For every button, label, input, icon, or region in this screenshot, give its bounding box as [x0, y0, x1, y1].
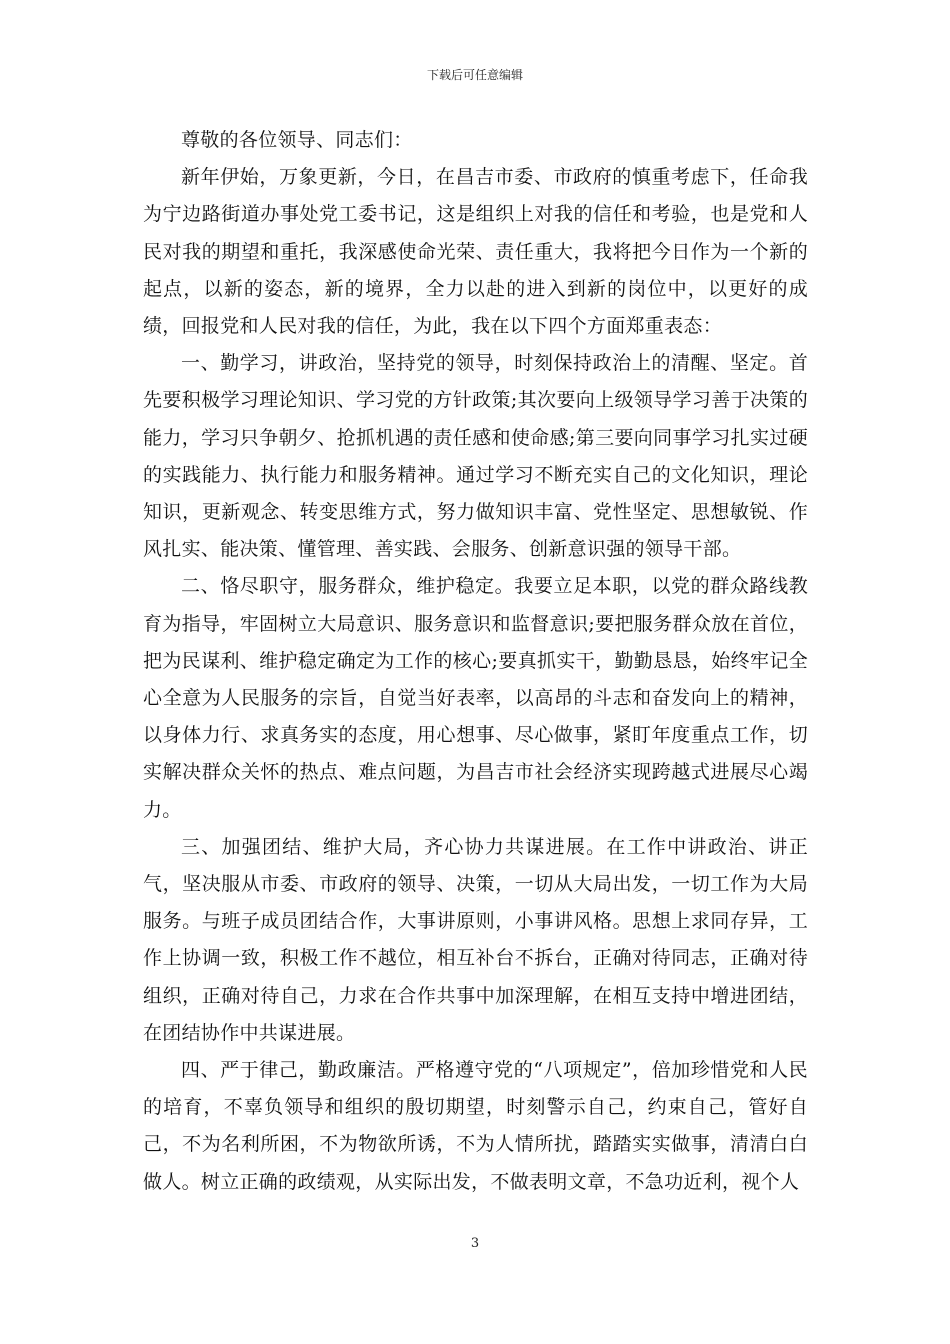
paragraph-point-3: 三、加强团结、维护大局，齐心协力共谋进展。在工作中讲政治、讲正气，坚决服从市委、市政府的领导、决策，一切从大局出发，一切工作为大局服务。与班子成员团结合作，大事讲原则，小事讲风格。思想上求同存异，工作上协调一致，积极工作不越位，相互补台不拆台，正确对待同志，正确对待组织，正确对待自己，力求在合作共事中加深理解，在相互支持中增进团结，在团结协作中共谋进展。	[143, 835, 808, 1044]
paragraph-point-2: 二、恪尽职守，服务群众，维护稳定。我要立足本职，以党的群众路线教育为指导，牢固树立大局意识、服务意识和监督意识;要把服务群众放在首位，把为民谋利、维护稳定确定为工作的核心;要真抓实干，勤勤恳恳，始终牢记全心全意为人民服务的宗旨，自觉当好表率，以高昂的斗志和奋发向上的精神，以身体力行、求真务实的态度，用心想事、尽心做事，紧盯年度重点工作，切实解决群众关怀的热点、难点问题，为昌吉市社会经济实现跨越式进展尽心竭力。	[143, 575, 808, 821]
salutation: 尊敬的各位领导、同志们：	[181, 129, 413, 151]
paragraph-intro: 新年伊始，万象更新，今日，在昌吉市委、市政府的慎重考虑下，任命我为宁边路街道办事处党工委书记，这是组织上对我的信任和考验，也是党和人民对我的期望和重托，我深感使命光荣、责任重大，我将把今日作为一个新的起点，以新的姿态，新的境界，全力以赴的进入到新的岗位中，以更好的成绩，回报党和人民对我的信任，为此，我在以下四个方面郑重表态：	[143, 166, 808, 338]
page-header: 下载后可任意编辑	[426, 68, 523, 82]
paragraph-point-1: 一、勤学习，讲政治，坚持党的领导，时刻保持政治上的清醒、坚定。首先要积极学习理论知识、学习党的方针政策;其次要向上级领导学习善于决策的能力，学习只争朝夕、抢抓机遇的责任感和使命感;第三要向同事学习扎实过硬的实践能力、执行能力和服务精神。通过学习不断充实自己的文化知识，理论知识，更新观念、转变思维方式，努力做知识丰富、党性坚定、思想敏锐、作风扎实、能决策、懂管理、善实践、会服务、创新意识强的领导干部。	[143, 352, 808, 561]
document-body	[143, 122, 808, 1201]
paragraph-point-4: 四、严于律己，勤政廉洁。严格遵守党的“八项规定”，倍加珍惜党和人民的培育，不辜负领导和组织的殷切期望，时刻警示自己，约束自己，管好自己，不为名利所困，不为物欲所诱，不为人情所扰，踏踏实实做事，清清白白做人。树立正确的政绩观，从实际出发，不做表明文章，不急功近利，视个人	[143, 1059, 808, 1193]
page-number: 3	[470, 1236, 480, 1251]
